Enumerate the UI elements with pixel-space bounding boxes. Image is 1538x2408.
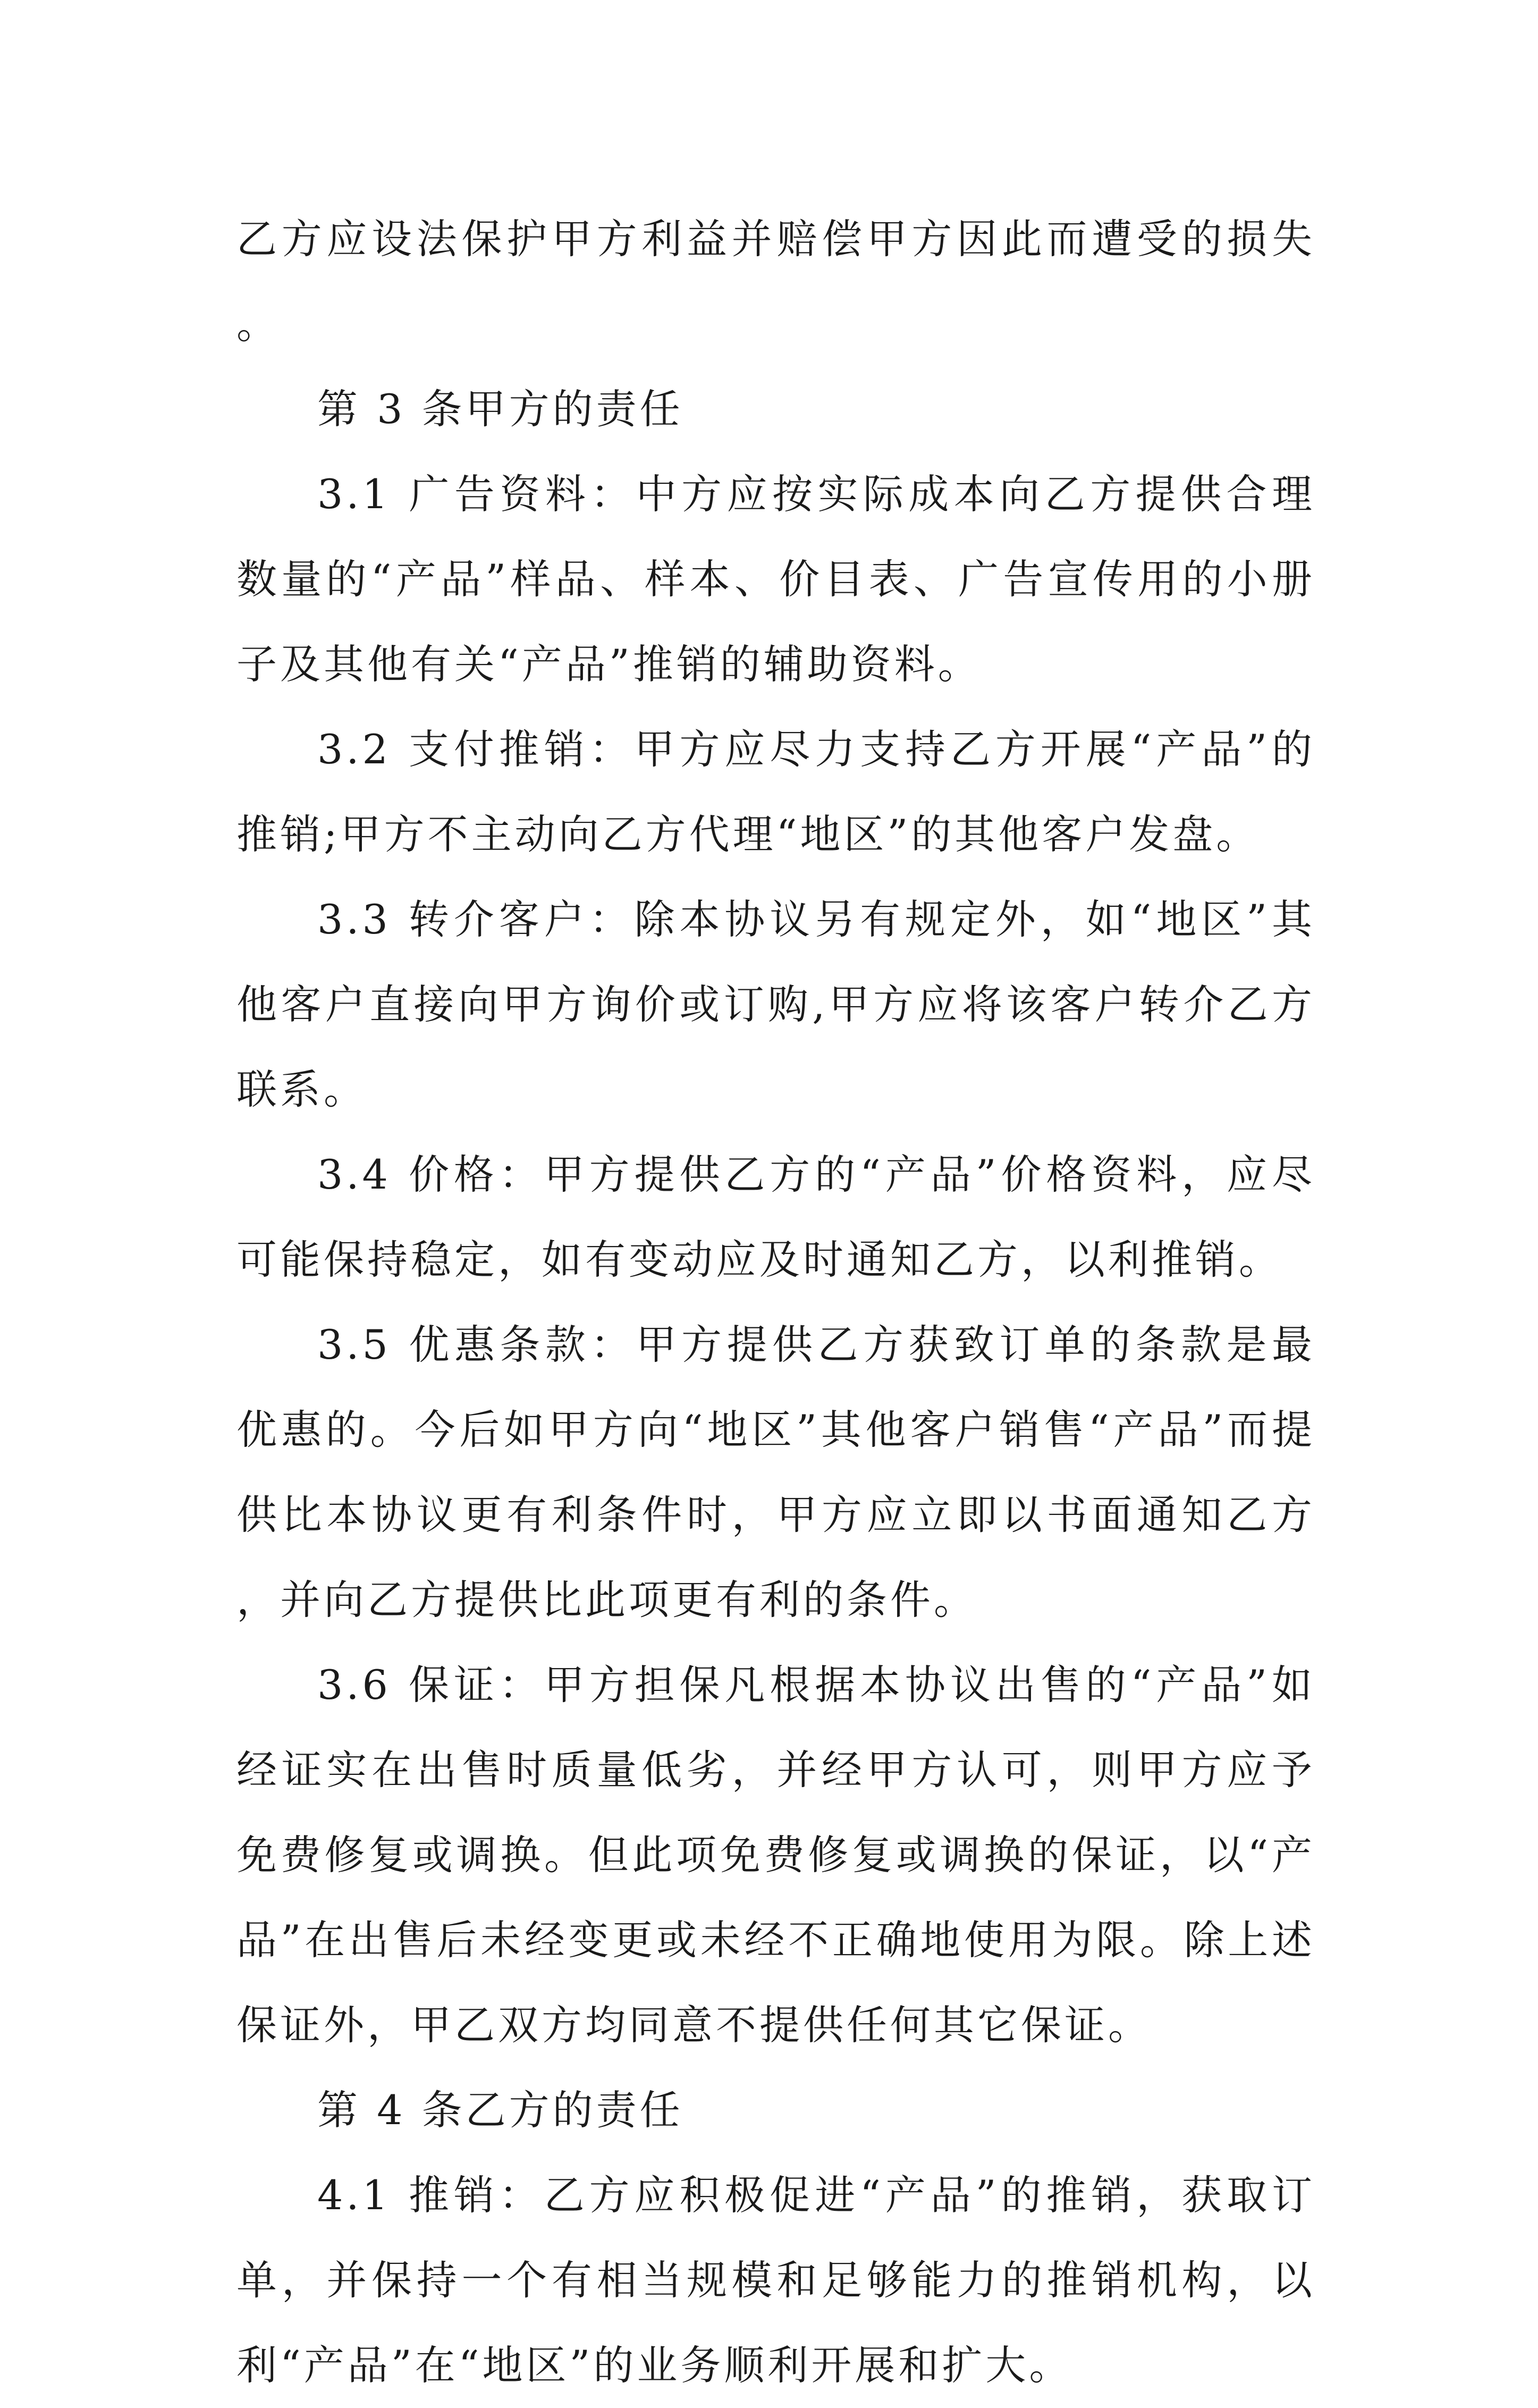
clause-3-2: 3.2 支付推销：甲方应尽力支持乙方开展“产品”的推销;甲方不主动向乙方代理“地区”的其他客户发盘。 bbox=[236, 726, 1315, 858]
clause-3-3: 3.3 转介客户：除本协议另有规定外，如“地区”其他客户直接向甲方询价或订购,甲方应将该客户转介乙方联系。 bbox=[236, 896, 1315, 1113]
paragraph-continuation: 乙方应设法保护甲方利益并赔偿甲方因此而遭受的损失。 bbox=[236, 215, 1315, 348]
section-heading-article-3: 第 3 条甲方的责任 bbox=[317, 385, 683, 433]
document-body bbox=[236, 197, 1315, 2408]
clause-4-1: 4.1 推销：乙方应积极促进“产品”的推销，获取订单，并保持一个有相当规模和足够能力的推销机构，以利“产品”在“地区”的业务顺利开展和扩大。 bbox=[236, 2171, 1315, 2389]
clause-3-6: 3.6 保证：甲方担保凡根据本协议出售的“产品”如经证实在出售时质量低劣，并经甲方认可，则甲方应予免费修复或调换。但此项免费修复或调换的保证，以“产品”在出售后未经变更或未经不正确地使用为限。除上述保证外，甲乙双方均同意不提供任何其它保证。 bbox=[236, 1661, 1315, 2049]
clause-3-5: 3.5 优惠条款：甲方提供乙方获致订单的条款是最优惠的。今后如甲方向“地区”其他客户销售“产品”而提供比本协议更有利条件时，甲方应立即以书面通知乙方，并向乙方提供比此项更有利的条件。 bbox=[236, 1321, 1315, 1623]
section-heading-article-4: 第 4 条乙方的责任 bbox=[317, 2086, 683, 2134]
clause-3-4: 3.4 价格：甲方提供乙方的“产品”价格资料，应尽可能保持稳定，如有变动应及时通知乙方，以利推销。 bbox=[236, 1151, 1315, 1283]
clause-3-1: 3.1 广告资料：中方应按实际成本向乙方提供合理数量的“产品”样品、样本、价目表、广告宣传用的小册子及其他有关“产品”推销的辅助资料。 bbox=[236, 470, 1315, 688]
